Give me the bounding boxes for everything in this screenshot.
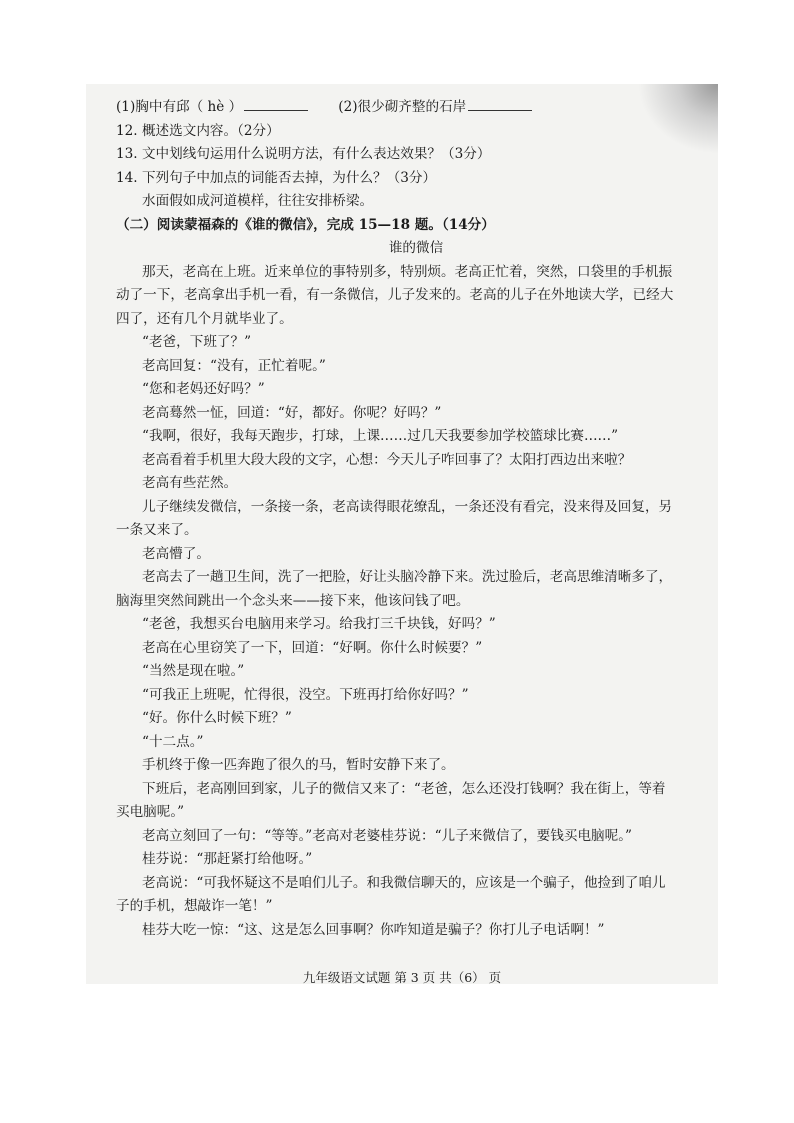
question-14-sentence: 水面假如成河道模样，往往安排桥梁。 [142,193,374,209]
story-line: 下班后，老高刚回到家，儿子的微信又来了：“老爸，怎么还没打钱啊？我在街上，等着 [142,780,666,797]
page-footer: 九年级语文试题 第 3 页 共（6） 页 [302,970,502,985]
question-13: 13. 文中划线句运用什么说明方法，有什么表达效果？（3分） [116,146,491,162]
page-content [116,96,716,942]
story-line: “可我正上班呢，忙得很，没空。下班再打给你好吗？” [142,686,469,703]
story-line: 动了一下，老高拿出手机一看，有一条微信，儿子发来的。老高的儿子在外地读大学，已经大 [116,287,674,303]
story-line: 儿子继续发微信，一条接一条，老高读得眼花缭乱，一条还没有看完，没来得及回复，另 [142,498,673,515]
story-line: 桂芬说：“那赶紧打给他呀。” [142,851,313,867]
story-line: 老高有些茫然。 [142,475,238,491]
story-line: 老高蓦然一怔，回道：“好，都好。你呢？好吗？” [142,404,442,421]
story-line: 老高说：“可我怀疑这不是咱们儿子。和我微信聊天的，应该是一个骗子，他捡到了咱儿 [142,874,666,891]
question-12: 12. 概述选文内容。（2分） [116,122,280,139]
question-14: 14. 下列句子中加点的词能否去掉，为什么？（3分） [116,169,437,186]
story-line: “我啊，很好，我每天跑步，打球，上课……过几天我要参加学校篮球比赛……” [142,428,619,444]
story-line: 买电脑呢。” [116,804,185,820]
story-line: 四了，还有几个月就毕业了。 [116,310,293,327]
story-line: 老高在心里窃笑了一下，回道：“好啊。你什么时候要？” [142,639,483,656]
section-2-header: （二）阅读蒙福森的《谁的微信》，完成 15—18 题。（14分） [116,216,495,233]
story-line: “十二点。” [142,733,204,750]
story-line: 老高懵了。 [142,545,210,562]
story-line: “好。你什么时候下班？” [142,710,292,726]
story-line: 老高看着手机里大段大段的文字，心想：今天儿子咋回事了？太阳打西边出来啦？ [142,451,632,468]
story-line: “老爸，下班了？” [142,334,252,350]
story-line: 手机终于像一匹奔跑了很久的马，暂时安静下来了。 [142,757,455,773]
story-line: 脑海里突然间跳出一个念头来——接下来，他该问钱了吧。 [116,592,470,609]
q11-item-2: (2)很少砌齐整的石岸 [338,99,467,115]
story-line: “当然是现在啦。” [142,663,245,679]
answer-blank-2[interactable] [468,96,532,111]
story-line: 一条又来了。 [116,522,198,538]
story-line: 老高立刻回了一句：“等等。”老高对老婆桂芬说：“儿子来微信了，要钱买电脑呢。” [142,827,632,844]
story-line: 桂芬大吃一惊：“这、这是怎么回事啊？你咋知道是骗子？你打儿子电话啊！” [142,921,605,938]
story-line: “老爸，我想买台电脑用来学习。给我打三千块钱，好吗？” [142,616,496,632]
story-line: 老高去了一趟卫生间，洗了一把脸，好让头脑冷静下来。洗过脸后，老高思维清晰多了， [142,569,673,585]
q11-item-1: (1)胸中有邱（ hè ） [116,99,243,115]
story-line: “您和老妈还好吗？” [142,381,265,397]
story-title: 谁的微信 [388,240,444,256]
story-line: 老高回复：“没有，正忙着呢。” [142,357,326,374]
answer-blank-1[interactable] [244,96,308,111]
story-line: 子的手机，想敲诈一笔！” [116,898,273,914]
exam-page [86,84,718,984]
story-line: 那天，老高在上班。近来单位的事特别多，特别烦。老高正忙着，突然，口袋里的手机振 [142,263,673,280]
question-11-items [116,96,716,120]
